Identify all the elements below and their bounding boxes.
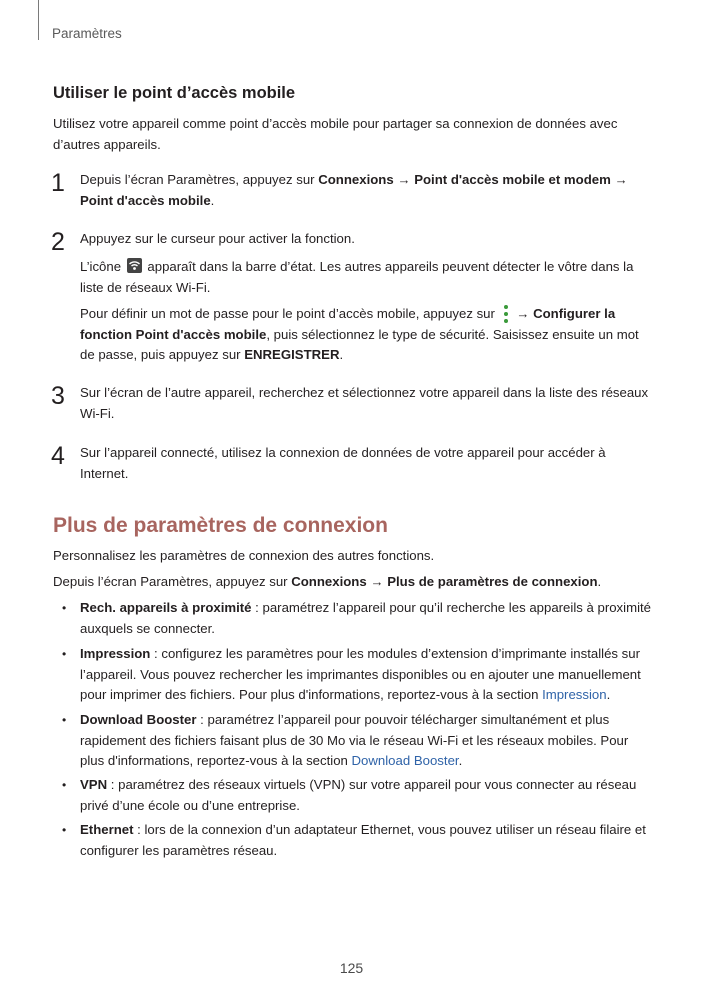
step-number-2: 2 [51, 228, 65, 256]
header-rule [38, 0, 39, 40]
list-item-nearby-devices: Rech. appareils à proximité : paramétrez l’appareil pour qu’il recherche les appareils à proximité auxquels se connecter. [80, 600, 651, 636]
download-booster-link[interactable]: Download Booster [351, 753, 459, 768]
hotspot-intro: Utilisez votre appareil comme point d’accès mobile pour partager sa connexion de données avec d’autres appareils. [53, 116, 618, 152]
bullet-marker: • [62, 778, 67, 792]
list-item-printing: Impression : configurez les paramètres pour les modules d’extension d’imprimante installés sur l’appareil. Vous pouvez rechercher les imprimantes disponibles ou en ajouter une manuellement pour imprimer des fichiers. Pour plus d'informations, reportez-vous à la section Impression. [80, 646, 641, 702]
list-item-vpn: VPN : paramétrez des réseaux virtuels (VPN) sur votre appareil pour vous connecter au réseau privé d’une école ou d’une entreprise. [80, 777, 637, 813]
more-options-icon [502, 304, 510, 324]
step-4: Sur l’appareil connecté, utilisez la connexion de données de votre appareil pour accéder à Internet. [80, 445, 606, 481]
more-intro-2: Depuis l’écran Paramètres, appuyez sur Connexions → Plus de paramètres de connexion. [53, 574, 602, 589]
step-2: Appuyez sur le curseur pour activer la fonction. [80, 231, 355, 246]
step-2-password-note: Pour définir un mot de passe pour le point d’accès mobile, appuyez sur → Configurer la fonction Point d'accès mobile, puis sélectionnez le type de sécurité. Saisissez ensuite un mot de passe, puis appuyez sur ENREGISTRER. [80, 306, 639, 362]
step-number-3: 3 [51, 382, 65, 410]
bullet-marker: • [62, 647, 67, 661]
step-number-4: 4 [51, 442, 65, 470]
page-number: 125 [339, 960, 364, 976]
section-title-hotspot: Utiliser le point d’accès mobile [53, 84, 296, 102]
step-number-1: 1 [51, 169, 65, 197]
hotspot-icon [127, 258, 142, 273]
list-item-download-booster: Download Booster : paramétrez l’appareil pour pouvoir télécharger simultanément et plus rapidement des fichiers faisant plus de 30 Mo via le réseau Wi-Fi et les réseaux mobiles. Pour plus d'informations, reportez-vous à la section Download Booster. [80, 712, 629, 768]
list-item-ethernet: Ethernet : lors de la connexion d’un adaptateur Ethernet, vous pouvez utiliser un réseau filaire et configurer les paramètres réseau. [80, 822, 646, 858]
section-title-more-settings: Plus de paramètres de connexion [53, 514, 388, 537]
step-2-icon-note: L’icône apparaît dans la barre d’état. Les autres appareils peuvent détecter le vôtre dans la liste de réseaux Wi-Fi. [80, 259, 634, 295]
printing-link[interactable]: Impression [542, 687, 607, 702]
step-3: Sur l’écran de l’autre appareil, recherchez et sélectionnez votre appareil dans la liste des réseaux Wi-Fi. [80, 385, 649, 421]
more-intro-1: Personnalisez les paramètres de connexion des autres fonctions. [53, 548, 435, 563]
bullet-marker: • [62, 713, 67, 727]
running-header: Paramètres [52, 26, 122, 41]
bullet-marker: • [62, 823, 67, 837]
bullet-marker: • [62, 601, 67, 615]
step-1: Depuis l’écran Paramètres, appuyez sur Connexions → Point d'accès mobile et modem → Point d'accès mobile. [80, 172, 628, 208]
